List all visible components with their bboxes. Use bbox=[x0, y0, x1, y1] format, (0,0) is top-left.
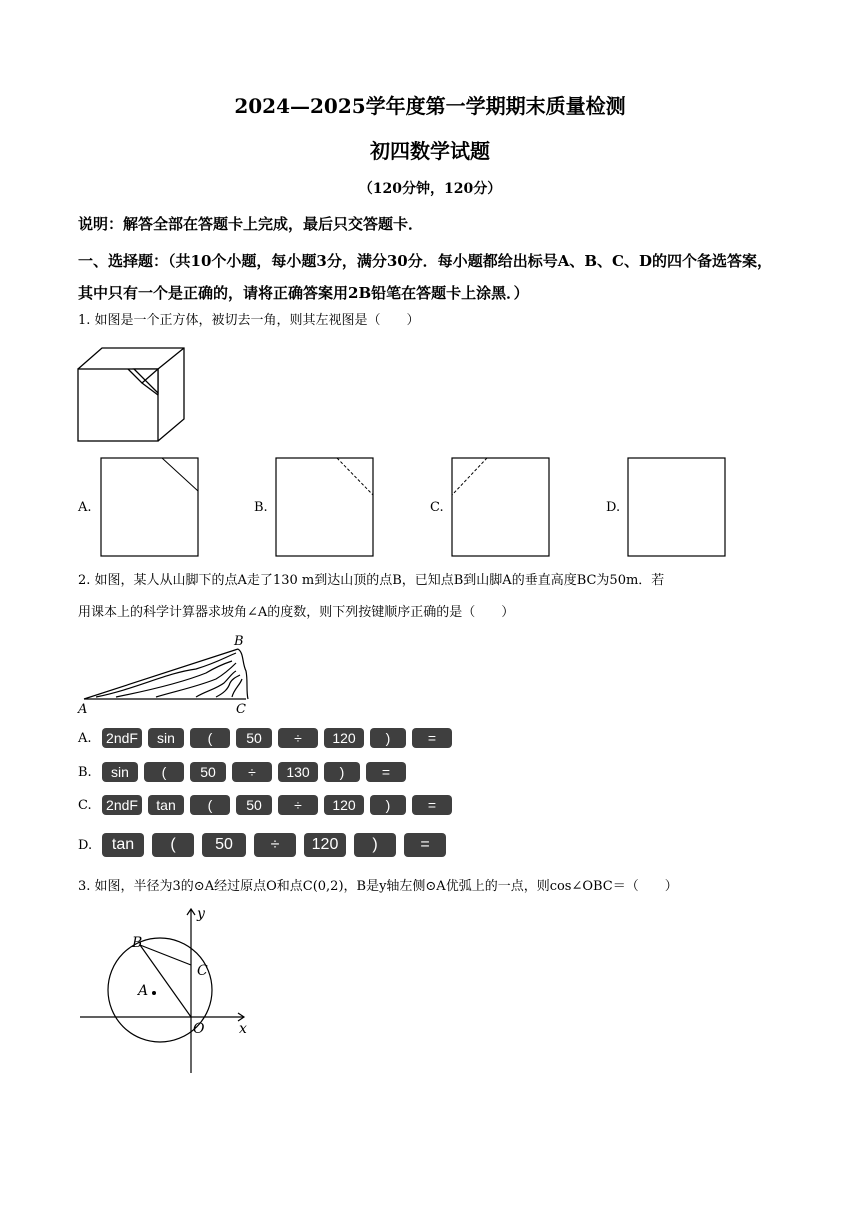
key-close-paren: ) bbox=[370, 728, 406, 748]
key-number: 120 bbox=[324, 795, 364, 815]
q1-option-a: A. bbox=[78, 500, 92, 515]
q2-label-a: A bbox=[78, 702, 88, 715]
exam-title: 2024—2025学年度第一学期期末质量检测 bbox=[234, 94, 626, 118]
q1-option-d-figure bbox=[627, 457, 727, 557]
key-number: 50 bbox=[236, 728, 272, 748]
q3-label-o: O bbox=[193, 1021, 205, 1037]
key-divide: ÷ bbox=[232, 762, 272, 782]
q2-stem-line1: 2. 如图，某人从山脚下的点A走了130 m到达山顶的点B，已知点B到山脚A的垂直高度BC为50m．若 bbox=[78, 573, 665, 588]
key-equals: = bbox=[412, 795, 452, 815]
q2-option-c bbox=[78, 795, 452, 815]
q3-circle-figure bbox=[76, 905, 256, 1077]
q2-option-a bbox=[78, 728, 452, 748]
key-number: 130 bbox=[278, 762, 318, 782]
key-equals: = bbox=[404, 833, 446, 857]
key-divide: ÷ bbox=[254, 833, 296, 857]
q3-label-x: x bbox=[239, 1021, 247, 1037]
q2-option-d-label: D. bbox=[78, 837, 93, 853]
key-divide: ÷ bbox=[278, 728, 318, 748]
key-tan: tan bbox=[148, 795, 184, 815]
q1-option-a-figure bbox=[100, 457, 200, 557]
q3-label-a: A bbox=[138, 983, 149, 999]
key-number: 120 bbox=[324, 728, 364, 748]
key-equals: = bbox=[366, 762, 406, 782]
q3-label-b: B bbox=[132, 935, 143, 951]
key-number: 120 bbox=[304, 833, 346, 857]
section1-heading: 一、选择题：（共10个小题，每小题3分，满分30分．每小题都给出标号A、B、C、D的四个备选答案，其中只有一个是正确的，请将正确答案用2B铅笔在答题卡上涂黑．） bbox=[78, 252, 772, 302]
key-tan: tan bbox=[102, 833, 144, 857]
key-number: 50 bbox=[190, 762, 226, 782]
q1-option-b: B. bbox=[254, 500, 268, 515]
key-2ndf: 2ndF bbox=[102, 795, 142, 815]
q2-option-c-label: C. bbox=[78, 797, 92, 813]
q1-option-c: C. bbox=[430, 500, 444, 515]
q2-label-b: B bbox=[234, 634, 244, 649]
q2-label-c: C bbox=[236, 702, 246, 715]
q2-stem-line2: 用课本上的科学计算器求坡角∠A的度数，则下列按键顺序正确的是（ ） bbox=[78, 605, 515, 620]
key-open-paren: ( bbox=[190, 728, 230, 748]
key-equals: = bbox=[412, 728, 452, 748]
q1-option-c-figure bbox=[451, 457, 551, 557]
key-number: 50 bbox=[202, 833, 246, 857]
q2-option-a-label: A. bbox=[78, 730, 92, 746]
q3-label-c: C bbox=[197, 963, 208, 979]
q3-stem: 3. 如图，半径为3的⊙A经过原点O和点C(0,2)，B是y轴左侧⊙A优弧上的一点，则cos∠OBC＝（ ） bbox=[78, 879, 678, 894]
exam-subject: 初四数学试题 bbox=[370, 139, 490, 163]
q2-option-b-label: B. bbox=[78, 764, 92, 780]
key-sin: sin bbox=[102, 762, 138, 782]
key-close-paren: ) bbox=[370, 795, 406, 815]
key-number: 50 bbox=[236, 795, 272, 815]
q2-option-d bbox=[78, 833, 446, 857]
q1-cube-figure bbox=[76, 345, 188, 445]
key-close-paren: ) bbox=[354, 833, 396, 857]
q3-label-y: y bbox=[197, 906, 205, 922]
key-sin: sin bbox=[148, 728, 184, 748]
q1-stem: 1. 如图是一个正方体，被切去一角，则其左视图是（ ） bbox=[78, 313, 420, 328]
q2-option-b bbox=[78, 762, 406, 782]
key-close-paren: ) bbox=[324, 762, 360, 782]
time-score: （120分钟，120分） bbox=[358, 181, 502, 197]
key-open-paren: ( bbox=[144, 762, 184, 782]
q2-mountain-figure bbox=[76, 633, 266, 715]
exam-note: 说明：解答全部在答题卡上完成，最后只交答题卡． bbox=[78, 215, 424, 233]
q1-option-d: D. bbox=[606, 500, 621, 515]
q1-option-b-figure bbox=[275, 457, 375, 557]
key-open-paren: ( bbox=[152, 833, 194, 857]
key-2ndf: 2ndF bbox=[102, 728, 142, 748]
key-open-paren: ( bbox=[190, 795, 230, 815]
key-divide: ÷ bbox=[278, 795, 318, 815]
